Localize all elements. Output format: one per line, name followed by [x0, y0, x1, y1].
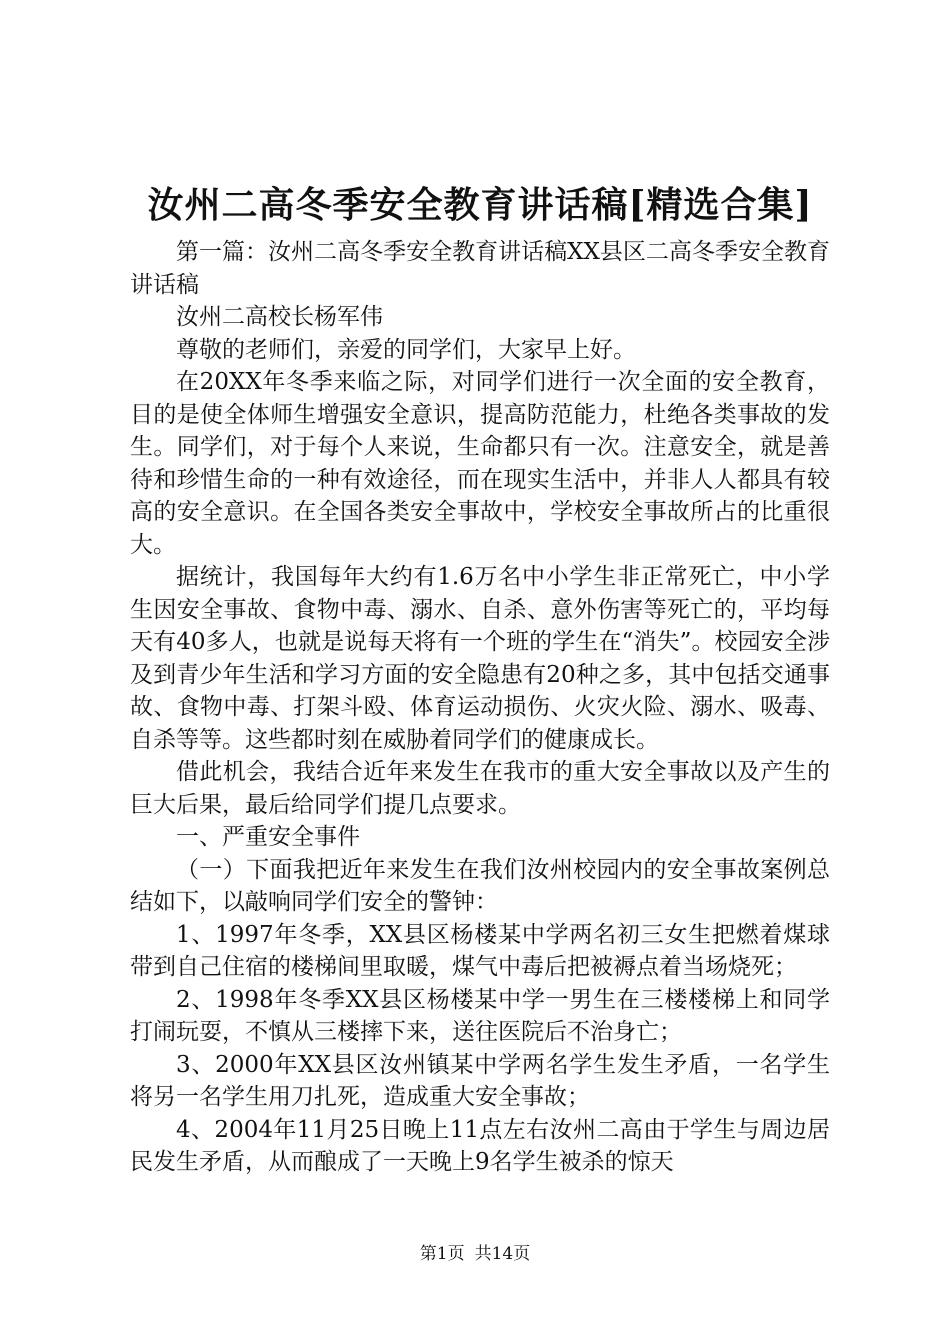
paragraph-transition: 借此机会，我结合近年来发生在我市的重大安全事故以及产生的巨大后果，最后给同学们提几点要求。: [130, 759, 830, 818]
document-body: [130, 236, 830, 1179]
case-item-2: 2、1998年冬季XX县区杨楼某中学一男生在三楼楼梯上和同学打闹玩耍，不慎从三楼摔下来，送往医院后不治身亡；: [130, 986, 830, 1045]
page-total: 共14页: [474, 1244, 531, 1264]
paragraph-author: 汝州二高校长杨军伟: [176, 304, 383, 330]
case-item-4: 4、2004年11月25日晚上11点左右汝州二高由于学生与周边居民发生矛盾，从而酿成了一天晚上9名学生被杀的惊天: [130, 1116, 830, 1175]
paragraph-greeting: 尊敬的老师们，亲爱的同学们，大家早上好。: [176, 336, 636, 363]
document-title: 汝州二高冬季安全教育讲话稿[精选合集]: [147, 184, 813, 226]
paragraph-subsection: （一）下面我把近年来发生在我们汝州校园内的安全事故案例总结如下，以敲响同学们安全的警钟：: [130, 856, 830, 915]
paragraph-intro: 在20XX年冬季来临之际，对同学们进行一次全面的安全教育，目的是使全体师生增强安全意识，提高防范能力，杜绝各类事故的发生。同学们，对于每个人来说，生命都只有一次。注意安全，就是善待和珍惜生命的一种有效途径，而在现实生活中，并非人人都具有较高的安全意识。在全国各类安全事故中，学校安全事故所占的比重很大。: [130, 369, 830, 558]
paragraph-heading-first: 第一篇：汝州二高冬季安全教育讲话稿XX县区二高冬季安全教育讲话稿: [130, 239, 830, 298]
case-item-3: 3、2000年XX县区汝州镇某中学两名学生发生矛盾，一名学生将另一名学生用刀扎死，造成重大安全事故；: [130, 1051, 830, 1110]
page-footer: [0, 1242, 950, 1266]
case-item-1: 1、1997年冬季，XX县区杨楼某中学两名初三女生把燃着煤球带到自己住宿的楼梯间里取暖，煤气中毒后把被褥点着当场烧死；: [130, 921, 830, 980]
paragraph-statistics: 据统计，我国每年大约有1.6万名中小学生非正常死亡，中小学生因安全事故、食物中毒、溺水、自杀、意外伤害等死亡的，平均每天有40多人，也就是说每天将有一个班的学生在“消失”。校园安全涉及到青少年生活和学习方面的安全隐患有20种之多，其中包括交通事故、食物中毒、打架斗殴、体育运动损伤、火灾火险、溺水、吸毒、自杀等等。这些都时刻在威胁着同学们的健康成长。: [130, 564, 830, 753]
section-heading: 一、严重安全事件: [176, 824, 360, 850]
page-number: 第1页: [419, 1244, 465, 1264]
